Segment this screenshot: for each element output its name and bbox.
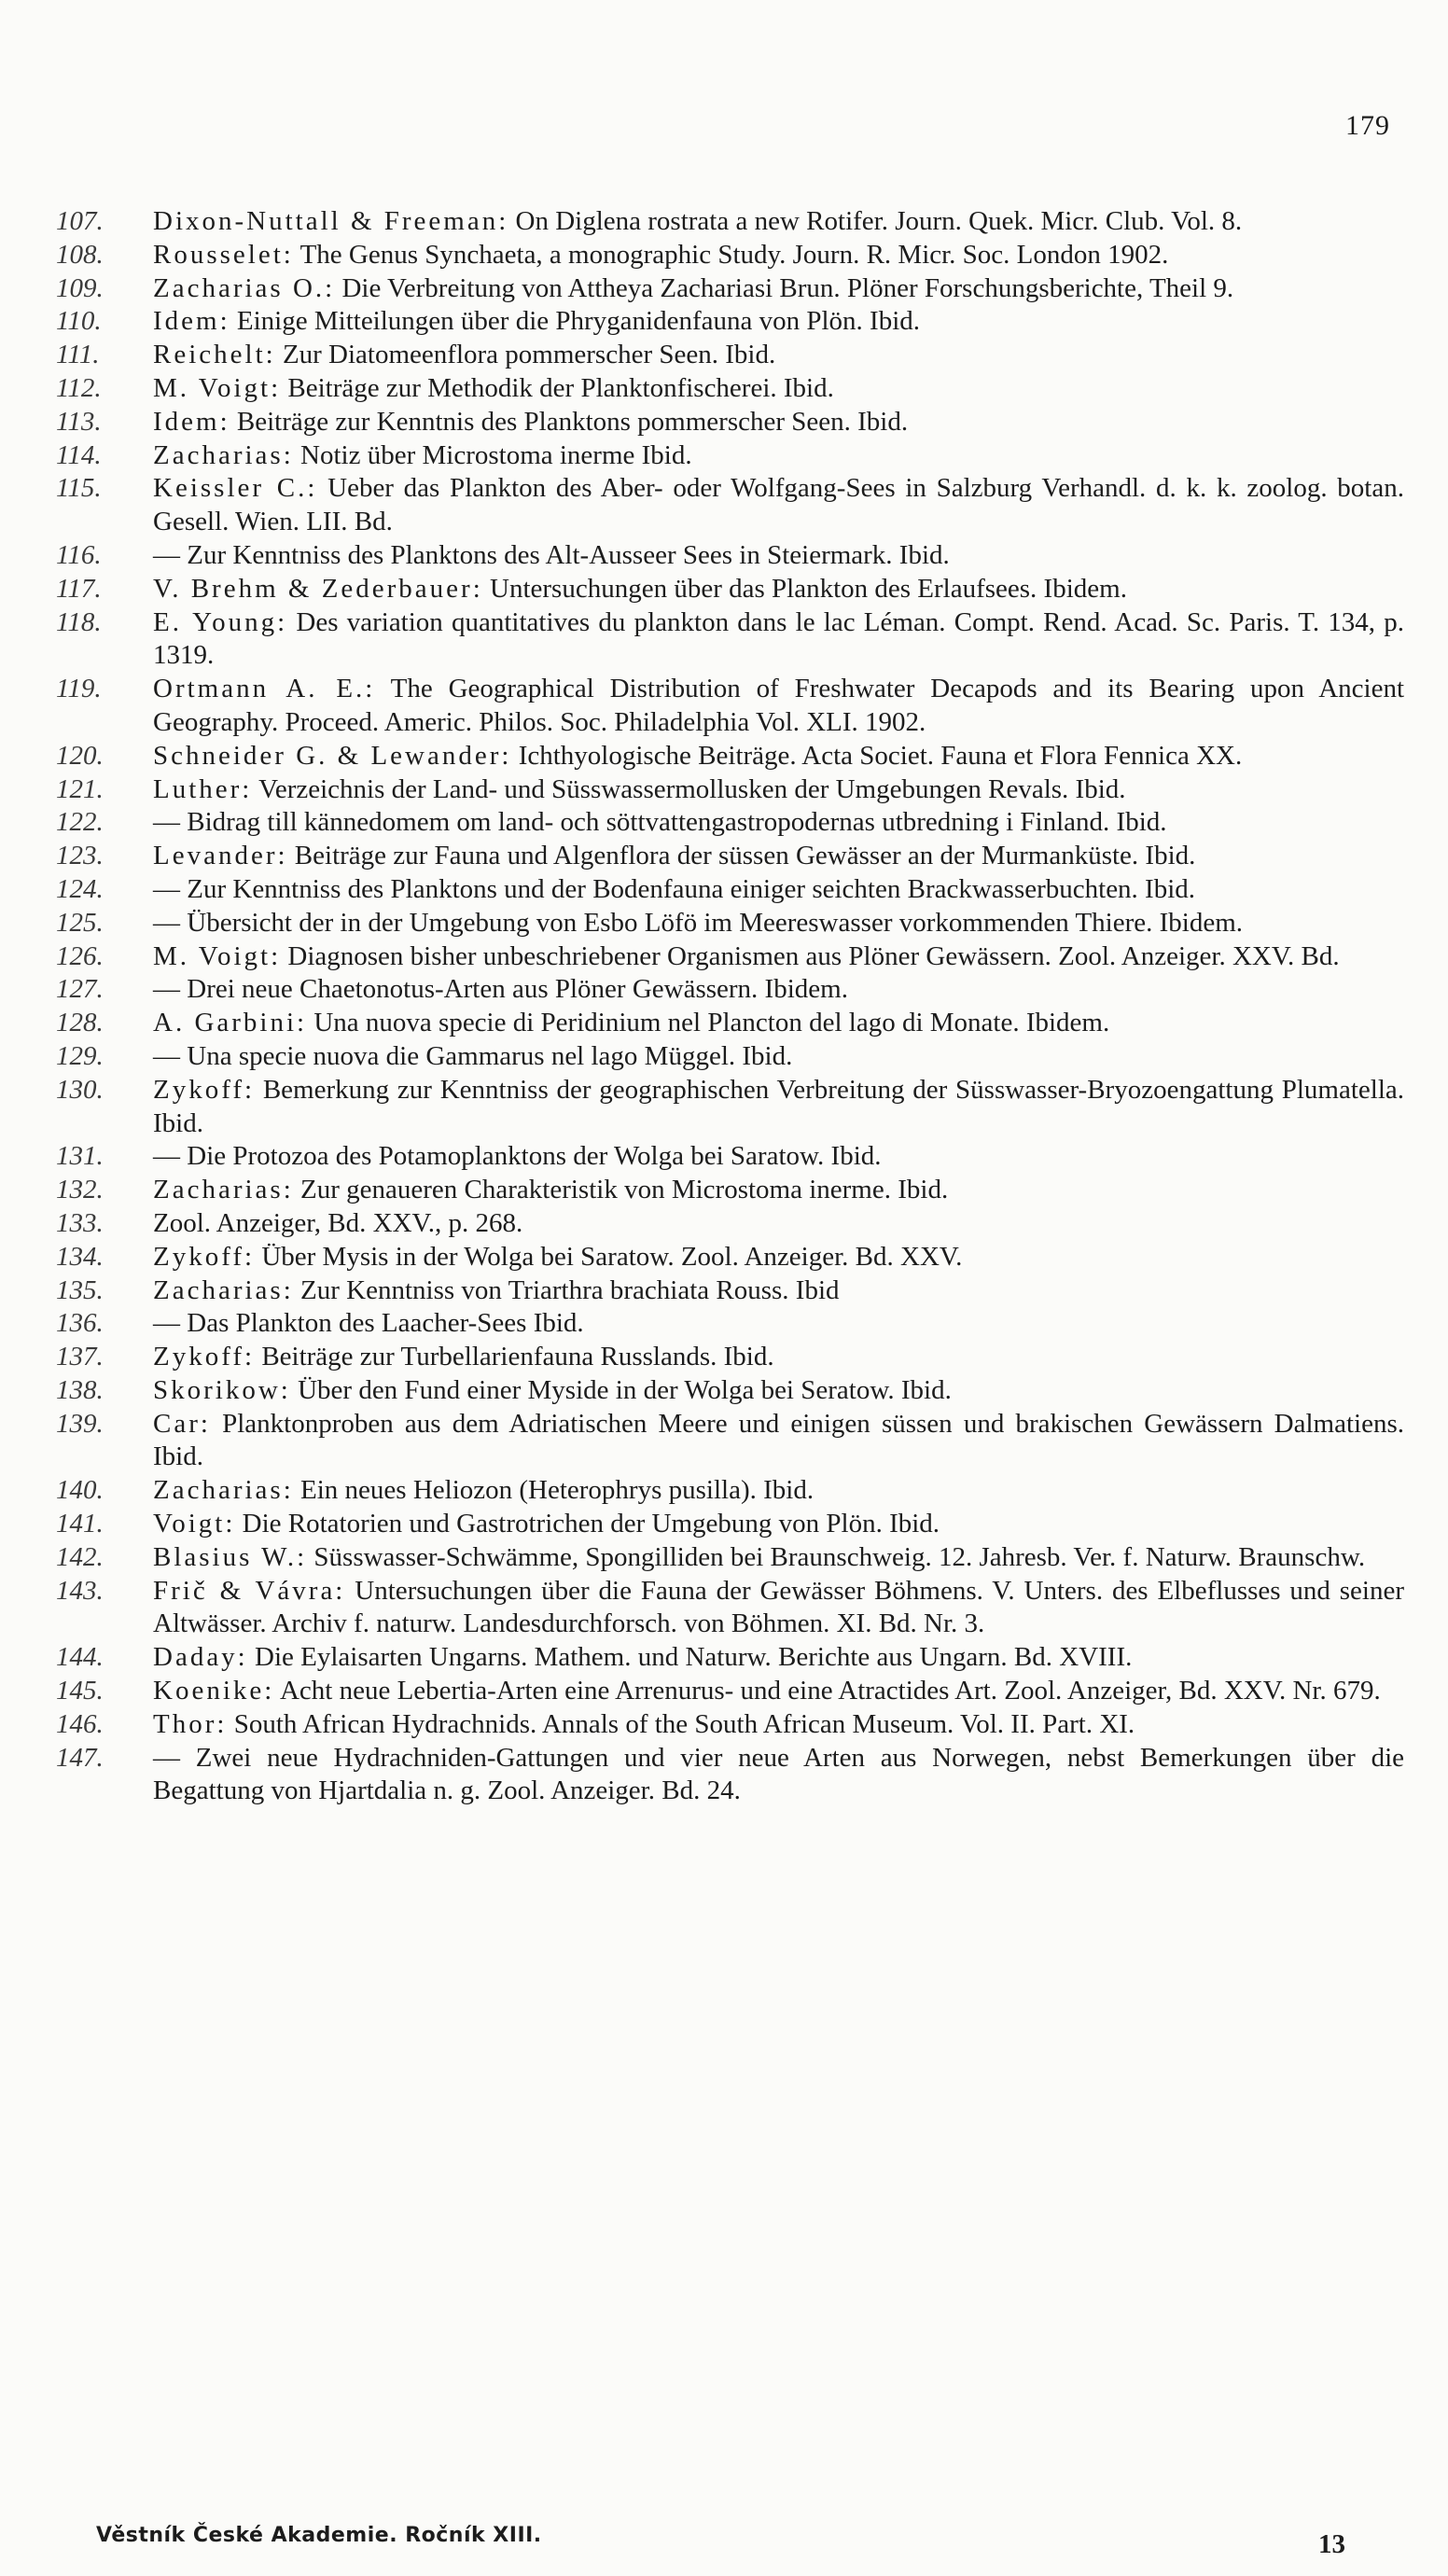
entry-text: Ichthyologische Beiträge. Acta Societ. Fauna et Flora Fennica XX. bbox=[518, 740, 1243, 771]
entry-text: Ein neues Heliozon (Heterophrys pusilla). Ibid. bbox=[300, 1475, 814, 1506]
entry-number: 123. bbox=[56, 841, 104, 871]
entry-number: 125. bbox=[56, 907, 104, 938]
entry-author: Keissler C.: bbox=[153, 473, 318, 504]
bibliography-entry bbox=[56, 1007, 1404, 1040]
entry-text: Zur genaueren Charakteristik von Microstoma inerme. Ibid. bbox=[300, 1175, 949, 1205]
bibliography-entry bbox=[56, 1140, 1404, 1174]
entry-text: The Genus Synchaeta, a monographic Study. Journ. R. Micr. Soc. London 1902. bbox=[299, 239, 1169, 270]
bibliography-entry bbox=[56, 1508, 1404, 1541]
entry-text: Zool. Anzeiger, Bd. XXV., p. 268. bbox=[153, 1207, 523, 1238]
bibliography-entry bbox=[56, 305, 1404, 339]
entry-number: 126. bbox=[56, 940, 104, 971]
bibliography-entry bbox=[56, 1675, 1404, 1708]
entry-text: Ueber das Plankton des Aber- oder Wolfgang-Sees in Salzburg Verhandl. d. k. k. zoolog. botan. Gesell. Wien. LII. Bd. bbox=[153, 473, 1404, 537]
entry-author: Idem: bbox=[153, 306, 230, 337]
entry-author: Ortmann A. E.: bbox=[153, 674, 376, 704]
entry-number: 141. bbox=[56, 1509, 104, 1539]
entry-author: Reichelt: bbox=[153, 340, 276, 370]
entry-number: 121. bbox=[56, 773, 104, 804]
bibliography-entry bbox=[56, 1641, 1404, 1675]
entry-author: A. Garbini: bbox=[153, 1008, 308, 1038]
entry-author: E. Young: bbox=[153, 606, 288, 637]
bibliography-entry bbox=[56, 272, 1404, 306]
entry-text: Zur Kenntniss von Triarthra brachiata Rouss. Ibid bbox=[300, 1274, 840, 1305]
bibliography-entry bbox=[56, 773, 1404, 807]
bibliography-entry bbox=[56, 907, 1404, 940]
bibliography-entry bbox=[56, 1708, 1404, 1742]
entry-number: 137. bbox=[56, 1342, 104, 1372]
entry-author: Car: bbox=[153, 1408, 211, 1439]
bibliography-entry bbox=[56, 573, 1404, 606]
entry-number: 132. bbox=[56, 1175, 104, 1205]
entry-author: Thor: bbox=[153, 1708, 228, 1739]
entry-number: 114. bbox=[56, 439, 102, 470]
entry-number: 127. bbox=[56, 974, 104, 1005]
entry-text: Beiträge zur Methodik der Planktonfischerei. Ibid. bbox=[287, 372, 834, 403]
entry-text: Süsswasser-Schwämme, Spongilliden bei Braunschweig. 12. Jahresb. Ver. f. Naturw. Braunschw. bbox=[313, 1541, 1366, 1572]
entry-number: 140. bbox=[56, 1475, 104, 1506]
entry-text: Untersuchungen über das Plankton des Erlaufsees. Ibidem. bbox=[490, 573, 1127, 604]
entry-text: Untersuchungen über die Fauna der Gewässer Böhmens. V. Unters. des Elbeflusses und seiner Altwässer. Archiv f. naturw. Landesdurchforsch. von Böhmen. XI. Bd. Nr. 3. bbox=[153, 1575, 1405, 1639]
entry-number: 129. bbox=[56, 1040, 104, 1071]
bibliography-entry bbox=[56, 840, 1404, 873]
entry-author: Zacharias: bbox=[153, 1175, 294, 1205]
entry-author: Skorikow: bbox=[153, 1374, 291, 1405]
entry-text: — Die Protozoa des Potamoplanktons der Wolga bei Saratow. Ibid. bbox=[153, 1141, 882, 1172]
entry-number: 128. bbox=[56, 1008, 104, 1038]
entry-author: Zacharias: bbox=[153, 439, 294, 470]
entry-text: Beiträge zur Turbellarienfauna Russlands. Ibid. bbox=[261, 1342, 774, 1372]
bibliography-entry bbox=[56, 1074, 1404, 1141]
entry-text: Des variation quantitatives du plankton dans le lac Léman. Compt. Rend. Acad. Sc. Paris. T. 134, p. 1319. bbox=[153, 606, 1405, 671]
entry-number: 145. bbox=[56, 1676, 104, 1706]
entry-text: Einige Mitteilungen über die Phryganidenfauna von Plön. Ibid. bbox=[236, 306, 921, 337]
bibliography-entry bbox=[56, 1742, 1404, 1809]
entry-author: V. Brehm & Zederbauer: bbox=[153, 573, 483, 604]
entry-number: 138. bbox=[56, 1374, 104, 1405]
bibliography-entry bbox=[56, 1174, 1404, 1207]
entry-number: 147. bbox=[56, 1742, 104, 1773]
entry-number: 139. bbox=[56, 1408, 104, 1439]
bibliography-entry bbox=[56, 1474, 1404, 1508]
entry-number: 117. bbox=[56, 573, 102, 604]
entry-author: Frič & Vávra: bbox=[153, 1575, 346, 1606]
entry-author: Blasius W.: bbox=[153, 1541, 308, 1572]
entry-number: 146. bbox=[56, 1708, 104, 1739]
entry-number: 107. bbox=[56, 206, 104, 236]
bibliography-entry bbox=[56, 406, 1404, 439]
bibliography-entry bbox=[56, 873, 1404, 907]
bibliography-entry bbox=[56, 1241, 1404, 1274]
entry-number: 122. bbox=[56, 807, 104, 838]
bibliography-entry bbox=[56, 940, 1404, 974]
entry-author: Schneider G. & Lewander: bbox=[153, 740, 512, 771]
bibliography-entry bbox=[56, 606, 1404, 674]
entry-number: 115. bbox=[56, 473, 102, 504]
entry-author: Koenike: bbox=[153, 1676, 275, 1706]
entry-text: The Geographical Distribution of Freshwater Decapods and its Bearing upon Ancient Geography. Proceed. Americ. Philos. Soc. Philadelphia Vol. XLI. 1902. bbox=[153, 674, 1405, 737]
entry-text: On Diglena rostrata a new Rotifer. Journ. Quek. Micr. Club. Vol. 8. bbox=[515, 206, 1243, 236]
entry-text: Una nuova specie di Peridinium nel Plancton del lago di Monate. Ibidem. bbox=[313, 1008, 1110, 1038]
bibliography-list bbox=[56, 205, 1404, 1808]
entry-text: Planktonproben aus dem Adriatischen Meere und einigen süssen und brakischen Gewässern Dalmatiens. Ibid. bbox=[153, 1408, 1404, 1472]
bibliography-entry bbox=[56, 806, 1404, 840]
bibliography-entry bbox=[56, 239, 1404, 272]
entry-number: 143. bbox=[56, 1575, 104, 1606]
entry-number: 134. bbox=[56, 1241, 104, 1272]
entry-text: — Una specie nuova die Gammarus nel lago Müggel. Ibid. bbox=[153, 1040, 793, 1071]
entry-author: Zacharias: bbox=[153, 1475, 294, 1506]
entry-text: Bemerkung zur Kenntniss der geographischen Verbreitung der Süsswasser-Bryozoengattung Plumatella. Ibid. bbox=[153, 1074, 1405, 1138]
entry-number: 133. bbox=[56, 1207, 104, 1238]
entry-number: 113. bbox=[56, 406, 102, 437]
bibliography-entry bbox=[56, 1341, 1404, 1374]
entry-author: Rousselet: bbox=[153, 239, 294, 270]
entry-text: Beiträge zur Fauna und Algenflora der süssen Gewässer an der Murmanküste. Ibid. bbox=[294, 841, 1196, 871]
entry-number: 136. bbox=[56, 1308, 104, 1339]
entry-author: Zykoff: bbox=[153, 1342, 256, 1372]
entry-author: Zacharias O.: bbox=[153, 272, 336, 303]
bibliography-entry bbox=[56, 1274, 1404, 1308]
bibliography-entry bbox=[56, 673, 1404, 740]
entry-author: Voigt: bbox=[153, 1509, 236, 1539]
footer-journal: Věstník České Akademie. Ročník XIII. bbox=[96, 2524, 542, 2547]
entry-text: — Das Plankton des Laacher-Sees Ibid. bbox=[153, 1308, 584, 1339]
entry-text: — Zwei neue Hydrachniden-Gattungen und vier neue Arten aus Norwegen, nebst Bemerkungen über die Begattung von Hjartdalia n. g. Zool. Anzeiger. Bd. 24. bbox=[153, 1742, 1404, 1806]
bibliography-entry bbox=[56, 973, 1404, 1007]
bibliography-entry bbox=[56, 1207, 1404, 1241]
entry-author: M. Voigt: bbox=[153, 372, 282, 403]
entry-text: Über Mysis in der Wolga bei Saratow. Zool. Anzeiger. Bd. XXV. bbox=[261, 1241, 963, 1272]
entry-number: 111. bbox=[56, 340, 100, 370]
bibliography-entry bbox=[56, 339, 1404, 372]
entry-number: 142. bbox=[56, 1541, 104, 1572]
entry-text: Die Eylaisarten Ungarns. Mathem. und Naturw. Berichte aus Ungarn. Bd. XVIII. bbox=[255, 1642, 1133, 1673]
bibliography-entry bbox=[56, 472, 1404, 539]
entry-text: — Zur Kenntniss des Planktons des Alt-Ausseer Sees in Steiermark. Ibid. bbox=[153, 539, 950, 570]
entry-number: 119. bbox=[56, 674, 102, 704]
entry-text: Zur Diatomeenflora pommerscher Seen. Ibid. bbox=[282, 340, 776, 370]
bibliography-entry bbox=[56, 205, 1404, 239]
entry-text: Beiträge zur Kenntnis des Planktons pommerscher Seen. Ibid. bbox=[236, 406, 909, 437]
entry-text: Die Verbreitung von Attheya Zachariasi Brun. Plöner Forschungsberichte, Theil 9. bbox=[341, 272, 1234, 303]
bibliography-entry bbox=[56, 740, 1404, 773]
entry-text: — Übersicht der in der Umgebung von Esbo Löfö im Meereswasser vorkommenden Thiere. Ibidem. bbox=[153, 907, 1244, 938]
page-number: 179 bbox=[1345, 110, 1390, 141]
entry-number: 144. bbox=[56, 1642, 104, 1673]
bibliography-entry bbox=[56, 372, 1404, 406]
entry-text: Über den Fund einer Myside in der Wolga bei Seratow. Ibid. bbox=[298, 1374, 952, 1405]
footer-signature: 13 bbox=[1318, 2529, 1345, 2559]
entry-text: — Bidrag till kännedomem om land- och söttvattengastropodernas utbredning i Finland. Ibid. bbox=[153, 807, 1167, 838]
entry-number: 118. bbox=[56, 606, 102, 637]
entry-text: Acht neue Lebertia-Arten eine Arrenurus- und eine Atractides Art. Zool. Anzeiger, Bd. XXV. Nr. 679. bbox=[279, 1676, 1381, 1706]
bibliography-entry bbox=[56, 539, 1404, 573]
bibliography-entry bbox=[56, 1408, 1404, 1475]
entry-number: 135. bbox=[56, 1274, 104, 1305]
entry-author: Zykoff: bbox=[153, 1074, 256, 1105]
entry-text: — Zur Kenntniss des Planktons und der Bodenfauna einiger seichten Brackwasserbuchten. Ibid. bbox=[153, 873, 1196, 904]
entry-author: Idem: bbox=[153, 406, 230, 437]
entry-number: 116. bbox=[56, 539, 102, 570]
entry-text: — Drei neue Chaetonotus-Arten aus Plöner Gewässern. Ibidem. bbox=[153, 974, 848, 1005]
bibliography-entry bbox=[56, 1040, 1404, 1074]
entry-number: 109. bbox=[56, 272, 104, 303]
entry-author: Daday: bbox=[153, 1642, 248, 1673]
entry-number: 130. bbox=[56, 1074, 104, 1105]
entry-text: Verzeichnis der Land- und Süsswassermollusken der Umgebungen Revals. Ibid. bbox=[258, 773, 1126, 804]
entry-text: Notiz über Microstoma inerme Ibid. bbox=[300, 439, 692, 470]
bibliography-entry bbox=[56, 1374, 1404, 1408]
entry-author: Zykoff: bbox=[153, 1241, 256, 1272]
entry-number: 108. bbox=[56, 239, 104, 270]
entry-number: 110. bbox=[56, 306, 102, 337]
entry-text: South African Hydrachnids. Annals of the South African Museum. Vol. II. Part. XI. bbox=[233, 1708, 1135, 1739]
entry-number: 120. bbox=[56, 740, 104, 771]
entry-author: Luther: bbox=[153, 773, 253, 804]
entry-text: Die Rotatorien und Gastrotrichen der Umgebung von Plön. Ibid. bbox=[242, 1509, 940, 1539]
entry-text: Diagnosen bisher unbeschriebener Organismen aus Plöner Gewässern. Zool. Anzeiger. XXV. Bd. bbox=[287, 940, 1340, 971]
entry-author: Zacharias: bbox=[153, 1274, 294, 1305]
entry-author: M. Voigt: bbox=[153, 940, 282, 971]
entry-number: 124. bbox=[56, 873, 104, 904]
bibliography-entry bbox=[56, 1307, 1404, 1341]
bibliography-entry bbox=[56, 1575, 1404, 1642]
bibliography-entry bbox=[56, 1541, 1404, 1575]
entry-author: Dixon-Nuttall & Freeman: bbox=[153, 206, 509, 236]
entry-number: 131. bbox=[56, 1141, 104, 1172]
entry-author: Levander: bbox=[153, 841, 288, 871]
bibliography-entry bbox=[56, 439, 1404, 473]
page-footer bbox=[96, 2524, 1345, 2559]
entry-number: 112. bbox=[56, 372, 102, 403]
